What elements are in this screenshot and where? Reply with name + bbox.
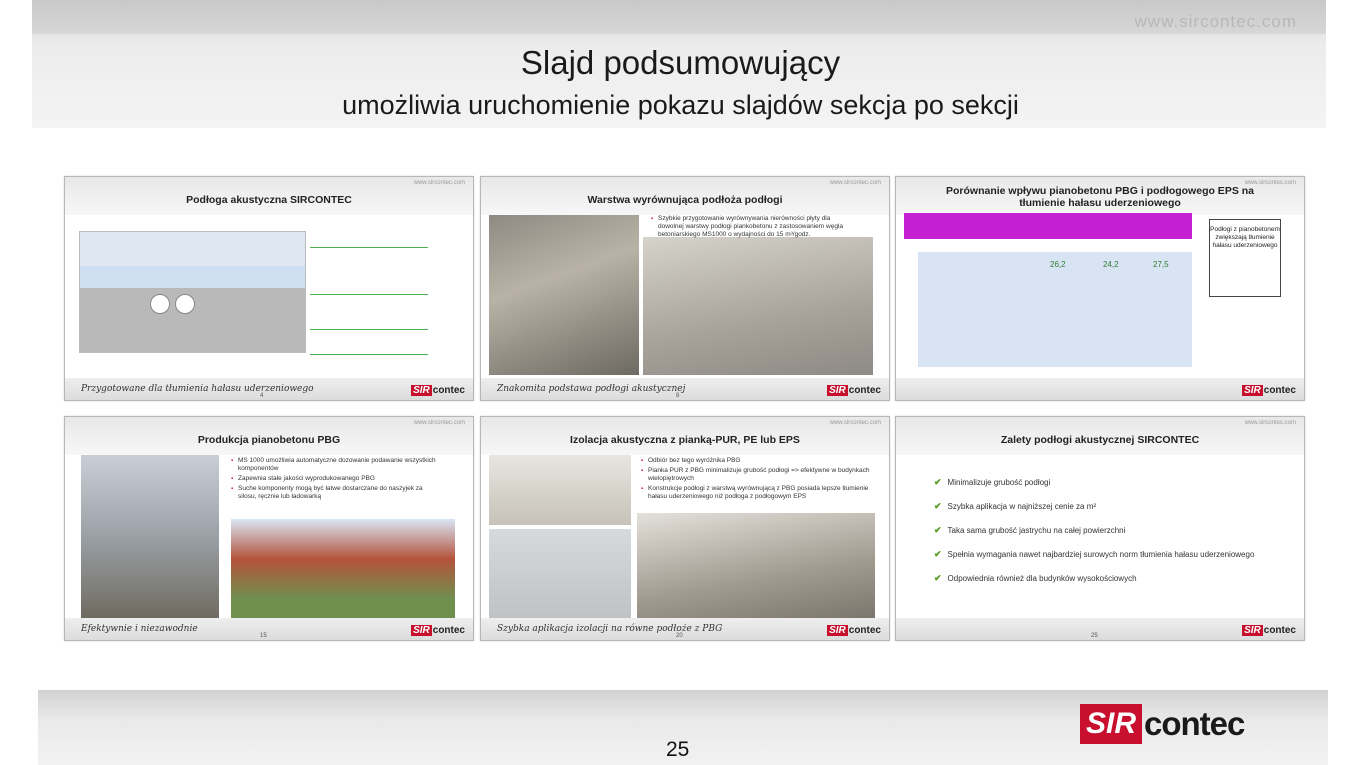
check-icon: ✔ [934, 549, 942, 559]
thumbnail-caption: Szybka aplikacja izolacji na równe podłoże z PBG [497, 624, 723, 634]
sircontec-logo [1080, 703, 1244, 745]
thumbnail-url: www.sircontec.com [413, 420, 465, 426]
thumbnail-bullets: ▪ MS 1000 umożliwia automatyczne dozowanie podawanie wszystkich komponentów ▪ Zapewnia stałe jakości wyprodukowanego PBG ▪ Suche komponenty mogą być łatwe dostarczane do naszyjek za silosu, ręcznie lub ładowarką [231, 457, 441, 503]
thumbnail-url: www.sircontec.com [829, 420, 881, 426]
check-icon: ✔ [934, 477, 942, 487]
value-eps: 27,5 [1153, 260, 1169, 269]
benefit-item: ✔ Odpowiednia również dla budynków wysokościowych [934, 573, 1137, 583]
building-photo [81, 455, 219, 619]
benefits-list [934, 477, 1254, 597]
thumbnail-number: 25 [1091, 633, 1098, 639]
check-icon: ✔ [934, 573, 942, 583]
slide-thumbnail-3[interactable] [895, 176, 1305, 401]
value-pur: 26,2 [1050, 260, 1066, 269]
thumbnail-caption: Znakomita podstawa podłogi akustycznej [497, 384, 686, 394]
thumbnail-title: Zalety podłogi akustycznej SIRCONTEC [1000, 434, 1200, 446]
thumbnail-number: 20 [676, 633, 683, 639]
thumbnail-logo: SIR contec [829, 385, 881, 396]
thumbnail-title: Podłoga akustyczna SIRCONTEC [186, 194, 352, 206]
floor-diagram [79, 231, 306, 353]
value-pe: 24,2 [1103, 260, 1119, 269]
thumbnail-title: Izolacja akustyczna z pianką-PUR, PE lub EPS [570, 434, 800, 446]
check-icon: ✔ [934, 501, 942, 511]
slide-thumbnail-5[interactable] [480, 416, 890, 641]
check-icon: ✔ [934, 525, 942, 535]
comparison-table [918, 252, 1192, 367]
room-photo-1 [489, 455, 631, 525]
benefit-item: ✔ Szybka aplikacja w najniższej cenie za m² [934, 501, 1097, 511]
thumbnail-caption: Efektywnie i niezawodnie [81, 624, 198, 634]
logo-sir: SIR [1080, 704, 1142, 744]
thumbnail-bullets: ▪ Szybkie przygotowanie wyrównywania nierówności płyty dla dowolnej warstwy podłogi piankobetonu z zastosowaniem węgla betoniarskiego MS1000 o wydajności do 15 m³/godz. [651, 215, 851, 241]
thumbnail-url: www.sircontec.com [829, 180, 881, 186]
thumbnail-logo: SIR contec [1244, 625, 1296, 636]
slide-thumbnail-4[interactable] [64, 416, 474, 641]
thumbnail-logo: SIR contec [1244, 385, 1296, 396]
house-photo [231, 519, 455, 619]
site-photo [489, 215, 639, 375]
page-title: Slajd podsumowujący [520, 44, 841, 81]
thumbnail-logo: SIR contec [413, 625, 465, 636]
thumbnail-bullets: ▪ Odbiór bez tego wyróżnika PBG ▪ Pianka PUR z PBG minimalizuje grubość podłogi => efektywne w budynkach wielopiętrowych ▪ Konstrukcje podłogi z warstwą wyrównującą z PBG posiada lepsze tłumienie hałasu uderzeniowego niż podłoga z podłogowym EPS [641, 457, 873, 503]
thumbnail-url: www.sircontec.com [413, 180, 465, 186]
logo-contec: contec [1144, 705, 1245, 742]
comparison-table-header [904, 213, 1192, 239]
benefit-item: ✔ Spełnia wymagania nawet najbardziej surowych norm tłumienia hałasu uderzeniowego [934, 549, 1255, 559]
slide-thumbnail-6[interactable] [895, 416, 1305, 641]
thumbnail-logo: SIR contec [829, 625, 881, 636]
room-photo-2 [489, 529, 631, 619]
thumbnail-url: www.sircontec.com [1244, 180, 1296, 186]
page-number: 25 [666, 738, 690, 761]
slide-thumbnail-2[interactable] [480, 176, 890, 401]
worker-photo [637, 513, 875, 619]
benefit-item: ✔ Minimalizuje grubość podłogi [934, 477, 1051, 487]
thumbnail-number: 8 [676, 393, 680, 399]
legend-lines [310, 235, 428, 365]
page-subtitle: umożliwia uruchomienie pokazu slajdów sekcja po sekcji [342, 90, 1019, 120]
thumbnail-title: Porównanie wpływu pianobetonu PBG i podłogowego EPS na tłumienie hałasu uderzeniowego [945, 185, 1254, 209]
floor-photo [643, 237, 873, 375]
thumbnail-title: Produkcja pianobetonu PBG [197, 434, 341, 446]
slide-thumbnail-1[interactable] [64, 176, 474, 401]
note-box: Podłogi z pianobetonem zwiększają tłumienie hałasu uderzeniowego [1209, 219, 1281, 297]
thumbnail-caption: Przygotowane dla tłumienia hałasu uderzeniowego [81, 384, 314, 394]
thumbnail-number: 15 [260, 633, 267, 639]
thumbnail-number: 4 [260, 393, 264, 399]
thumbnail-title: Warstwa wyrównująca podłoża podłogi [587, 194, 783, 206]
thumbnail-url: www.sircontec.com [1244, 420, 1296, 426]
header-url: www.sircontec.com [1134, 12, 1297, 31]
benefit-item: ✔ Taka sama grubość jastrychu na całej powierzchni [934, 525, 1126, 535]
thumbnail-logo: SIR contec [413, 385, 465, 396]
